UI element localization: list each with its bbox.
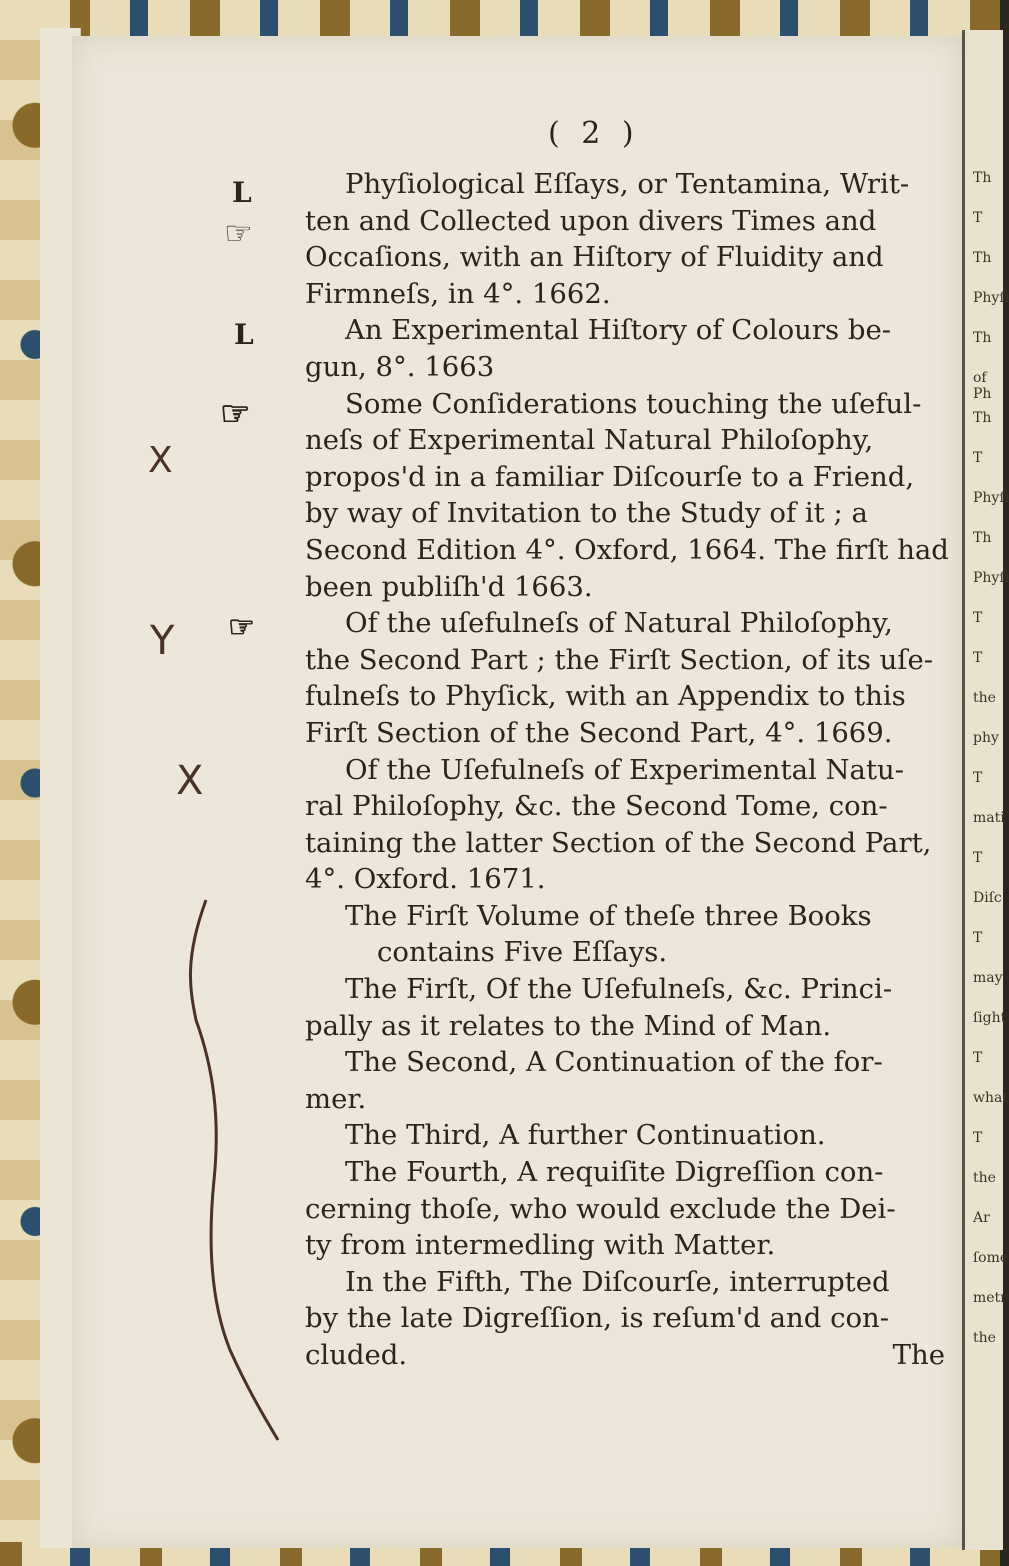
text-line: propos'd in a familiar Diſcourſe to a Friend,: [305, 460, 915, 493]
text-line: Firſt Section of the Second Part, 4°. 1669.: [305, 716, 893, 749]
facing-page-fragment: ſome: [973, 1250, 1009, 1266]
page-number: ( 2 ): [548, 116, 640, 151]
facing-page-fragment: Th: [973, 330, 992, 346]
catalog-entry: [305, 1264, 945, 1337]
text-line: 4°. Oxford. 1671.: [305, 863, 546, 896]
facing-page-fragment: T: [973, 650, 983, 666]
text-line: by the late Digreſſion, is reſum'd and con-: [305, 1302, 890, 1335]
text-line: Some Conſiderations touching the uſeful-: [345, 387, 922, 420]
text-line: cluded.: [305, 1339, 408, 1371]
facing-page-fragment: mati: [973, 810, 1005, 826]
text-line: ten and Collected upon divers Times and: [305, 204, 877, 237]
text-line: contains Five Eſſays.: [377, 936, 668, 969]
text-line: cerning thoſe, who would exclude the Dei-: [305, 1192, 896, 1225]
text-line: been publiſh'd 1663.: [305, 570, 593, 603]
text-line: Of the uſefulneſs of Natural Philoſophy,: [345, 607, 893, 640]
text-line: Phyſiological Eſſays, or Tentamina, Writ-: [345, 168, 910, 200]
pen-cross-mark: X: [176, 758, 204, 804]
catalog-entry: [305, 1117, 945, 1154]
catalog-entry: [305, 386, 949, 606]
margin-letter-l: L: [232, 176, 252, 209]
facing-page-fragment: T: [973, 1050, 983, 1066]
catalog-entry: [305, 752, 945, 898]
text-line: The Firſt Volume of theſe three Books: [345, 899, 872, 932]
catalog-entry: [305, 1154, 945, 1264]
text-line: Firmneſs, in 4°. 1662.: [305, 277, 611, 310]
facing-page-fragment: T: [973, 770, 983, 786]
catalog-entry: [305, 605, 945, 751]
facing-page-fragment: the: [973, 690, 996, 706]
facing-page-fragment: Th: [973, 170, 992, 186]
pen-mark: Y: [150, 618, 175, 664]
facing-page-fragment: what: [973, 1090, 1008, 1106]
catchword: The: [892, 1339, 945, 1371]
pen-brace-mark: [170, 880, 290, 1440]
text-line: fulneſs to Phyſick, with an Appendix to this: [305, 680, 906, 713]
text-line: by way of Invitation to the Study of it ; a: [305, 497, 868, 530]
facing-page-fragment: T: [973, 450, 983, 466]
text-line: the Second Part ; the Firſt Section, of its uſe-: [305, 643, 934, 676]
pointing-hand-icon: ☞: [224, 214, 253, 252]
facing-page-fragment: phy: [973, 730, 999, 746]
catalog-entry: [305, 1044, 945, 1117]
last-line-row: [305, 1337, 945, 1374]
cover-top-edge: [0, 0, 1000, 40]
text-line: mer.: [305, 1082, 367, 1115]
facing-page-fragment: of Ph: [973, 370, 992, 402]
text-line: Of the Uſefulneſs of Experimental Natu-: [345, 753, 905, 786]
facing-page-fragment: T: [973, 210, 983, 226]
facing-page-fragment: ſight: [973, 1010, 1007, 1026]
facing-page-fragment: Th: [973, 250, 992, 266]
pointing-hand-icon: ☞: [228, 610, 255, 645]
text-line: gun, 8°. 1663: [305, 350, 495, 383]
catalog-entry: [305, 166, 945, 312]
text-line: ral Philoſophy, &c. the Second Tome, con-: [305, 790, 888, 823]
facing-page-fragment: T: [973, 930, 983, 946]
page-text: [305, 166, 949, 1374]
facing-page-fragment: metr: [973, 1290, 1007, 1306]
text-line: pally as it relates to the Mind of Man.: [305, 1009, 832, 1042]
pen-cross-mark: X: [148, 440, 173, 481]
pointing-hand-icon: ☞: [220, 394, 251, 434]
facing-page-fragment: Ar: [973, 1210, 990, 1226]
facing-page-fragment: the: [973, 1330, 996, 1346]
facing-page-fragment: Phyſi: [973, 290, 1009, 306]
text-line: Occaſions, with an Hiſtory of Fluidity and: [305, 241, 884, 274]
text-line: neſs of Experimental Natural Philoſophy,: [305, 424, 874, 457]
facing-page-fragment: T: [973, 610, 983, 626]
facing-page-fragment: Phyſi: [973, 570, 1009, 586]
text-line: taining the latter Section of the Second Part,: [305, 826, 932, 859]
text-line: The Second, A Continuation of the for-: [345, 1046, 883, 1079]
catalog-entry: [305, 898, 945, 971]
facing-page-fragment: Diſc: [973, 890, 1002, 906]
text-line: In the Fifth, The Diſcourſe, interrupted: [345, 1265, 890, 1298]
catalog-entry: [305, 312, 945, 385]
margin-letter-l: L: [234, 318, 254, 351]
text-line: The Third, A further Continuation.: [345, 1119, 826, 1152]
facing-page-fragment: T: [973, 1130, 983, 1146]
facing-page-edge: [962, 30, 1009, 1550]
facing-page-fragment: Th: [973, 410, 992, 426]
facing-page-fragment: Phyſi: [973, 490, 1009, 506]
facing-page-fragment: the: [973, 1170, 996, 1186]
facing-page-fragment: Th: [973, 530, 992, 546]
text-line: ty from intermedling with Matter.: [305, 1229, 776, 1262]
facing-page-fragment: T: [973, 850, 983, 866]
text-line: Second Edition 4°. Oxford, 1664. The firſt had: [305, 533, 949, 566]
text-line: An Experimental Hiſtory of Colours be-: [345, 314, 892, 347]
text-line: The Fourth, A requiſite Digreſſion con-: [345, 1156, 884, 1189]
text-line: The Firſt, Of the Uſefulneſs, &c. Princi-: [345, 973, 893, 1006]
catalog-entry: [305, 971, 945, 1044]
facing-page-fragment: may: [973, 970, 1003, 986]
